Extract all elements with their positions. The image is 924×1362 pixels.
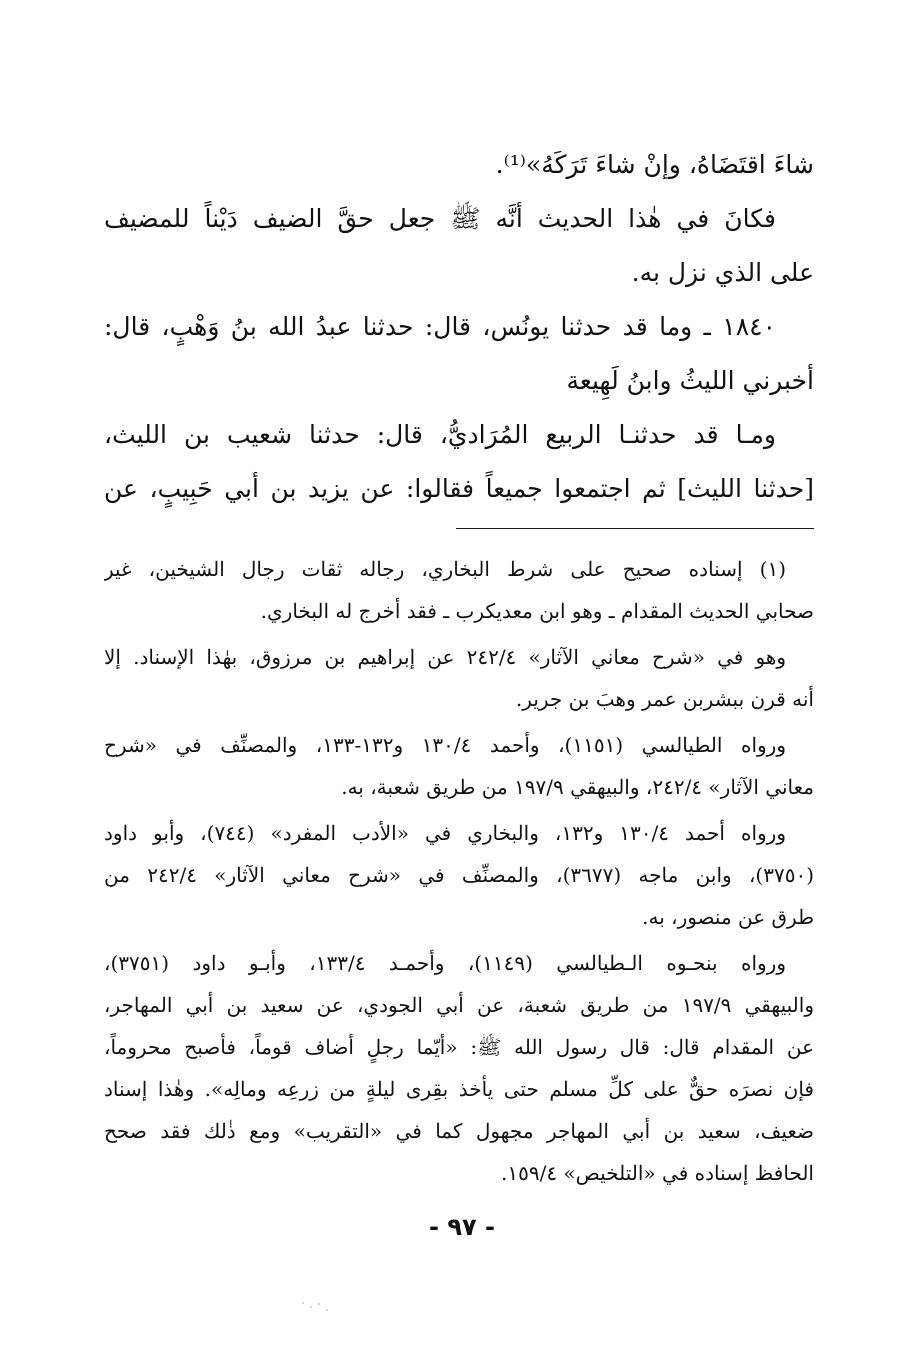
main-text-line: [حدثنا الليث] ثم اجتمعوا جميعاً فقالوا: عن يزيد بن أبي حَبِيبٍ، عن: [104, 474, 814, 503]
footnote-line: ورواه أحمد ١٣٠/٤ و١٣٢، والبخاري في «الأدب المفرد» (٧٤٤)، وأبو داود: [104, 821, 786, 845]
main-text: [104, 138, 814, 516]
footnote-line: أنه قرن ببشربن عمر وهبَ بن جرير.: [515, 687, 814, 711]
hadith-number-line: ١٨٤٠ ـ وما قد حدثنا يونُس، قال: حدثنا عبدُ الله بنُ وَهْبٍ، قال:: [104, 312, 776, 341]
footnote-line: ورواه الطيالسي (١١٥١)، وأحمد ١٣٠/٤ و١٣٢-١٣٣، والمصنِّف في «شرح: [104, 733, 786, 757]
footnote-line: ضعيف، سعيد بن أبي المهاجر مجهول كما في «التقريب» ومع ذٰلك فقد صحح: [104, 1119, 814, 1143]
footnotes: [104, 548, 814, 1194]
main-text-line: أخبرني الليثُ وابنُ لَهِيعة: [566, 366, 814, 395]
footnote-line: معاني الآثار» ٢٤٢/٤، والبيهقي ١٩٧/٩ من طريق شعبة، به.: [341, 775, 814, 799]
footnote-separator: [456, 528, 814, 529]
footnote-line: والبيهقي ١٩٧/٩ من طريق شعبة، عن أبي الجودي، عن سعيد بن أبي المهاجر،: [104, 993, 814, 1017]
footnote-line: فإن نصرَه حقٌّ على كلِّ مسلم حتى يأخذ بقِرى ليلةٍ من زرعِه ومالِه». وهٰذا إسناد: [104, 1077, 814, 1101]
footnote-line: ورواه بنحـوه الـطيالسي (١١٤٩)، وأحمـد ١٣٣/٤، وأبـو داود (٣٧٥١)،: [104, 951, 786, 975]
footnote-line: صحابي الحديث المقدام ـ وهو ابن معديكرب ـ فقد أخرج له البخاري.: [260, 599, 814, 623]
footnote-line: وهو في «شرح معاني الآثار» ٢٤٢/٤ عن إبراهيم بن مرزوق، بهٰذا الإسناد. إلا: [104, 645, 786, 669]
page-number: - ٩٧ -: [429, 1213, 495, 1241]
footnote-line: (٣٧٥٠)، وابن ماجه (٣٦٧٧)، والمصنِّف في «شرح معاني الآثار» ٢٤٢/٤ من: [104, 863, 814, 887]
scan-specks: [300, 1300, 340, 1320]
footnote-line: الحافظ إسناده في «التلخيص» ١٥٩/٤.: [501, 1161, 814, 1185]
main-text-line: على الذي نزل به.: [631, 258, 814, 287]
main-text-line: فكانَ في هٰذا الحديث أنَّه ﷺ جعل حقَّ الضيف دَيْناً للمضيف: [104, 204, 776, 233]
footnote-line: (١) إسناده صحيح على شرط البخاري، رجاله ثقات رجال الشيخين، غير: [104, 557, 786, 581]
main-text-line: شاءَ اقتَضَاهُ، وإنْ شاءَ تَرَكَهُ»⁽¹⁾.: [495, 150, 814, 179]
footnote-line: طرق عن منصور، به.: [642, 905, 814, 929]
main-text-line: ومـا قد حدثنـا الربيع المُرَاديُّ، قال: حدثنا شعيب بن الليث،: [104, 420, 776, 449]
footnote-line: عن المقدام قال: قال رسول الله ﷺ: «أيّما رجلٍ أضاف قوماً، فأصبح محروماً،: [104, 1035, 814, 1059]
